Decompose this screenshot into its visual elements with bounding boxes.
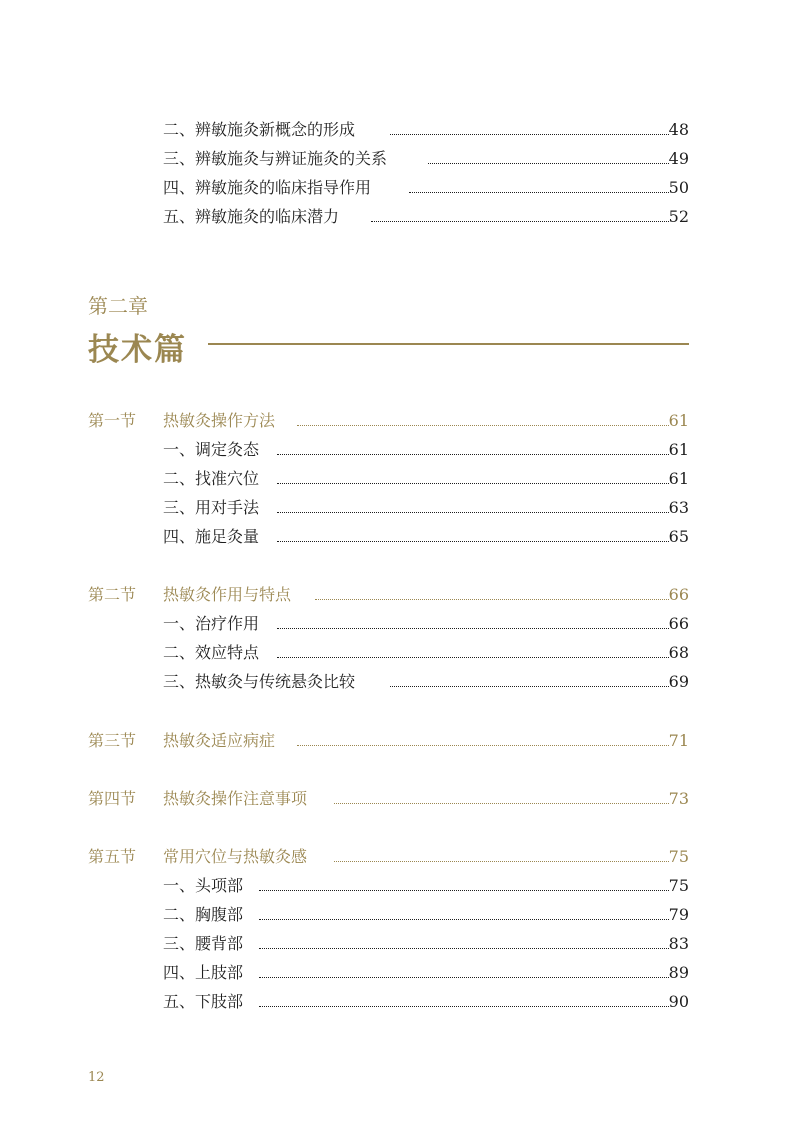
dot-leader xyxy=(315,599,669,600)
toc-entry-page: 61 xyxy=(668,469,689,488)
toc-entry-page: 65 xyxy=(668,527,689,546)
page-number: 12 xyxy=(88,1070,105,1085)
dot-leader xyxy=(259,948,669,949)
toc-entry-page: 83 xyxy=(668,934,689,953)
dot-leader xyxy=(277,541,669,542)
dot-leader xyxy=(259,977,669,978)
dot-leader xyxy=(277,628,669,629)
toc-entry-label: 四、辨敏施灸的临床指导作用 xyxy=(163,178,372,197)
section-page: 66 xyxy=(668,585,689,604)
toc-entry-label: 三、用对手法 xyxy=(163,498,260,517)
toc-entry-page: 50 xyxy=(668,178,689,197)
section-number: 第五节 xyxy=(88,847,137,866)
section-number: 第四节 xyxy=(88,789,137,808)
toc-entry-label: 三、热敏灸与传统悬灸比较 xyxy=(163,672,356,691)
dot-leader xyxy=(277,512,669,513)
toc-entry-label: 四、上肢部 xyxy=(163,963,244,982)
section-page: 73 xyxy=(668,789,689,808)
section-title: 热敏灸操作方法 xyxy=(163,411,276,430)
toc-entry[interactable] xyxy=(0,175,800,201)
toc-entry-page: 66 xyxy=(668,614,689,633)
section-page: 61 xyxy=(668,411,689,430)
dot-leader xyxy=(390,686,669,687)
toc-entry[interactable] xyxy=(0,989,800,1015)
dot-leader xyxy=(259,890,669,891)
toc-entry[interactable] xyxy=(0,960,800,986)
toc-section[interactable] xyxy=(0,408,800,434)
dot-leader xyxy=(259,919,669,920)
toc-entry-page: 90 xyxy=(668,992,689,1011)
toc-entry[interactable] xyxy=(0,611,800,637)
toc-entry-page: 49 xyxy=(668,149,689,168)
toc-entry[interactable] xyxy=(0,437,800,463)
section-page: 75 xyxy=(668,847,689,866)
section-number: 第二节 xyxy=(88,585,137,604)
chapter-number: 第二章 xyxy=(88,294,148,318)
dot-leader xyxy=(277,657,669,658)
toc-entry-page: 75 xyxy=(668,876,689,895)
toc-section[interactable] xyxy=(0,786,800,812)
toc-entry-page: 52 xyxy=(668,207,689,226)
section-number: 第三节 xyxy=(88,731,137,750)
toc-section[interactable] xyxy=(0,728,800,754)
toc-entry-label: 一、头项部 xyxy=(163,876,244,895)
section-number: 第一节 xyxy=(88,411,137,430)
dot-leader xyxy=(334,861,669,862)
toc-entry-page: 68 xyxy=(668,643,689,662)
toc-entry[interactable] xyxy=(0,931,800,957)
toc-entry-label: 一、调定灸态 xyxy=(163,440,260,459)
toc-entry[interactable] xyxy=(0,669,800,695)
dot-leader xyxy=(334,803,669,804)
section-page: 71 xyxy=(668,731,689,750)
toc-entry-label: 三、辨敏施灸与辨证施灸的关系 xyxy=(163,149,388,168)
section-title: 常用穴位与热敏灸感 xyxy=(163,847,308,866)
section-title: 热敏灸操作注意事项 xyxy=(163,789,308,808)
toc-entry-label: 二、胸腹部 xyxy=(163,905,244,924)
dot-leader xyxy=(297,745,669,746)
toc-entry-label: 一、治疗作用 xyxy=(163,614,260,633)
toc-entry[interactable] xyxy=(0,524,800,550)
toc-entry-page: 61 xyxy=(668,440,689,459)
toc-entry[interactable] xyxy=(0,873,800,899)
section-title: 热敏灸作用与特点 xyxy=(163,585,292,604)
toc-entry[interactable] xyxy=(0,466,800,492)
dot-leader xyxy=(371,221,669,222)
section-title: 热敏灸适应病症 xyxy=(163,731,276,750)
toc-entry-page: 63 xyxy=(668,498,689,517)
toc-entry[interactable] xyxy=(0,146,800,172)
toc-entry[interactable] xyxy=(0,495,800,521)
toc-entry-page: 48 xyxy=(668,120,689,139)
toc-section[interactable] xyxy=(0,844,800,870)
dot-leader xyxy=(409,192,669,193)
dot-leader xyxy=(297,425,669,426)
dot-leader xyxy=(390,134,669,135)
toc-entry[interactable] xyxy=(0,117,800,143)
dot-leader xyxy=(428,163,669,164)
toc-entry-label: 三、腰背部 xyxy=(163,934,244,953)
dot-leader xyxy=(277,483,669,484)
toc-entry-label: 二、辨敏施灸新概念的形成 xyxy=(163,120,356,139)
toc-entry-label: 五、辨敏施灸的临床潜力 xyxy=(163,207,340,226)
toc-entry[interactable] xyxy=(0,902,800,928)
toc-entry-page: 79 xyxy=(668,905,689,924)
toc-entry[interactable] xyxy=(0,204,800,230)
toc-entry-label: 二、效应特点 xyxy=(163,643,260,662)
toc-entry[interactable] xyxy=(0,640,800,666)
dot-leader xyxy=(277,454,669,455)
toc-section[interactable] xyxy=(0,582,800,608)
toc-entry-label: 四、施足灸量 xyxy=(163,527,260,546)
chapter-rule xyxy=(208,343,689,345)
toc-entry-label: 五、下肢部 xyxy=(163,992,244,1011)
chapter-title: 技术篇 xyxy=(88,332,187,368)
dot-leader xyxy=(259,1006,669,1007)
toc-entry-page: 89 xyxy=(668,963,689,982)
toc-entry-label: 二、找准穴位 xyxy=(163,469,260,488)
toc-entry-page: 69 xyxy=(668,672,689,691)
